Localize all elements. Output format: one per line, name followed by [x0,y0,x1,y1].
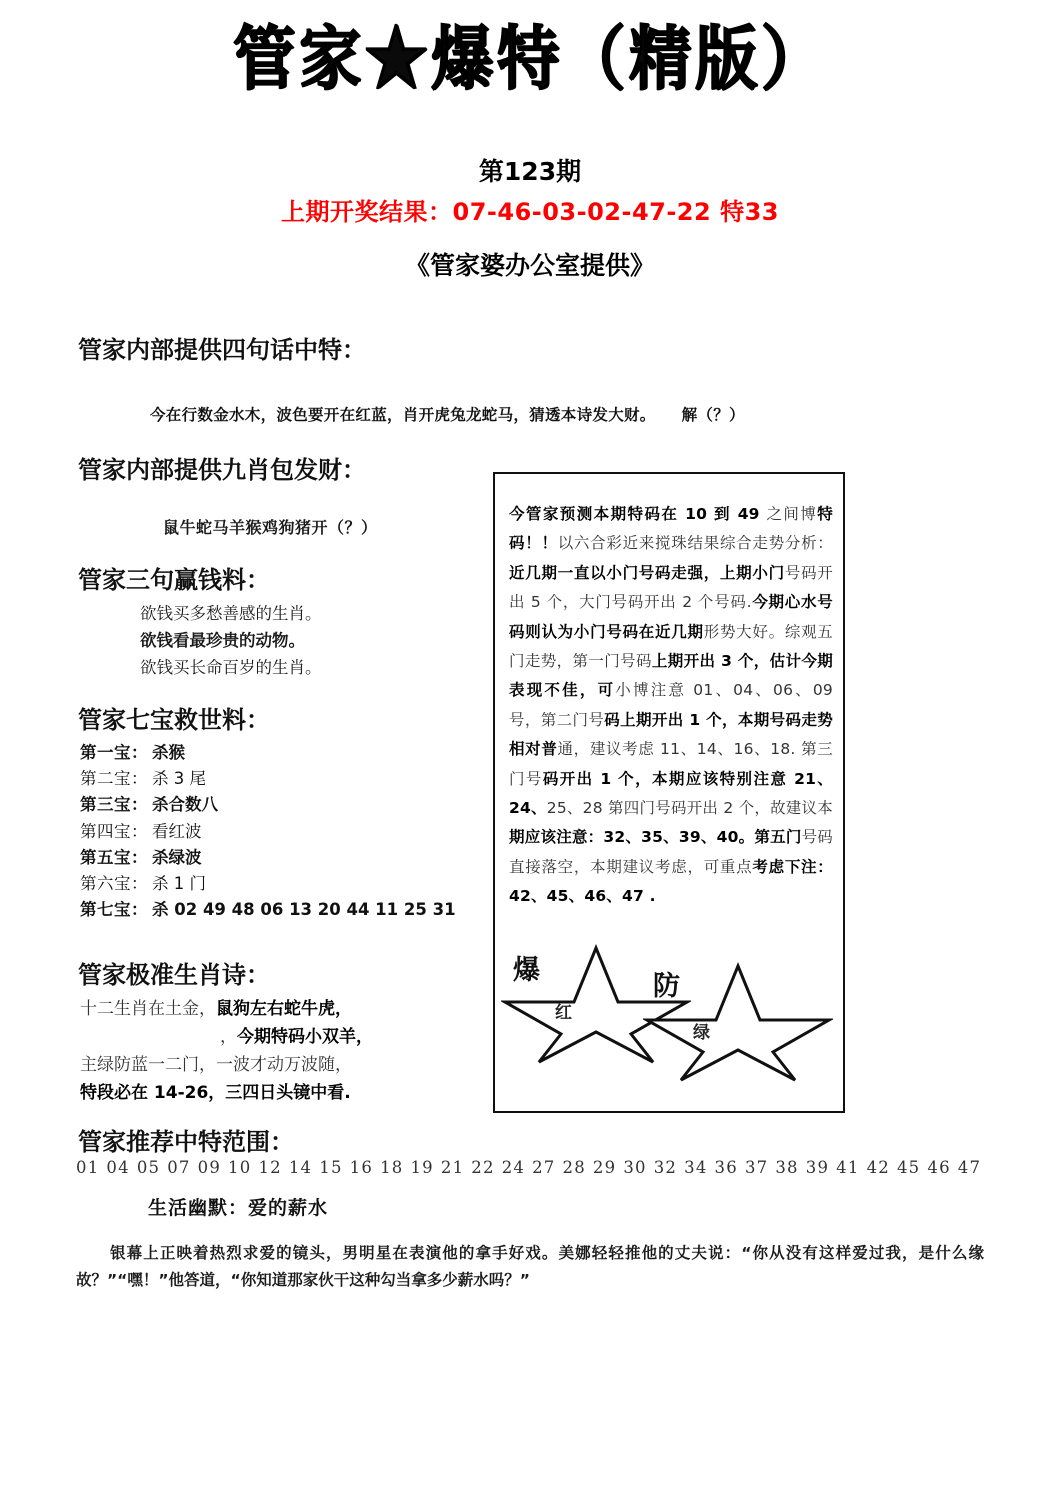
range-number: 28 [562,1158,586,1177]
treasure-value: 杀合数八 [152,795,218,815]
treasure-row [80,897,456,923]
analysis-line: 今期心水号码则认为小门号码在近几期 [509,593,833,641]
analysis-line: 小博注意 01、04、06、09 号，第二门号 [509,681,833,729]
range-number: 04 [106,1158,130,1177]
analysis-line: 形势大好。综观五门走势，第一门号码 [509,622,833,671]
range-number: 29 [592,1158,617,1177]
heading-recommended-range: 管家推荐中特范围： [78,1127,294,1156]
range-number: 37 [744,1158,769,1177]
treasure-row [80,871,456,897]
star-label-bao: 爆 [513,955,540,986]
treasure-row [80,792,456,818]
treasure-label: 第四宝： [80,821,148,841]
zodiac-poem-list [80,995,373,1107]
analysis-panel [493,472,845,1113]
treasure-label: 第五宝： [80,847,148,867]
range-number: 38 [775,1158,799,1177]
range-number: 34 [684,1158,708,1177]
range-number: 16 [349,1158,374,1177]
heading-seven-treasures: 管家七宝救世料： [78,705,270,734]
office-attribution: 《管家婆办公室提供》 [404,251,655,280]
range-number: 39 [805,1158,830,1177]
analysis-line: 之间博 [766,505,818,523]
star-color-green: 绿 [693,1023,710,1043]
star-color-red: 红 [555,1003,572,1023]
analysis-line: 以六合彩近来搅珠结果综合走势分析： [557,534,833,553]
analysis-line: 25、28 第四门号码开出 2 个，故建议本 [546,799,833,818]
treasure-label: 第三宝： [80,795,148,815]
range-number: 09 [197,1158,222,1177]
analysis-line: 号码直接落空，本期建议考虑，可重点 [509,828,833,876]
analysis-line: 49 [730,505,767,523]
analysis-line: 到 [713,505,731,523]
zodiac-poem-line [80,1051,373,1079]
range-number: 41 [836,1158,860,1177]
treasure-row [80,740,456,766]
range-number: 19 [410,1158,434,1177]
treasure-row [80,766,456,792]
four-sentence-poem [150,403,745,425]
range-number: 07 [167,1158,191,1177]
range-number: 05 [136,1158,161,1177]
three-lines-item: 欲钱买多愁善感的生肖。 [140,604,322,623]
seven-treasures-list [80,740,456,923]
nine-zodiac-value: 鼠牛蛇马羊猴鸡狗猪开（？） [163,518,378,537]
analysis-line: 通，建议考虑 11、14、16、18. 第三门号 [509,740,834,788]
issue-number: 第123期 [478,157,582,186]
analysis-line: 今管家预测本期特码在 10 [509,505,714,523]
range-number: 10 [228,1158,252,1177]
life-humor-text: 银幕上正映着热烈求爱的镜头，男明星在表演他的拿手好戏。美娜轻轻推他的丈夫说：“你从没有这样爱过我，是什么缘故？”“嘿！”他答道，“你知道那家伙干这种勾当拿多少薪水吗？” [76,1244,984,1289]
stars-area [495,932,843,1082]
three-lines-list [140,600,322,681]
heading-life-humor: 生活幽默：爱的薪水 [148,1197,329,1219]
life-humor-body [76,1240,984,1294]
page-title: 管家★爆特（精版） [232,17,827,100]
star-label-fang: 防 [653,971,680,1002]
heading-three-lines: 管家三句赢钱料： [78,565,270,594]
previous-draw-result: 上期开奖结果：07-46-03-02-47-22 特33 [281,198,779,226]
range-number: 21 [440,1158,465,1177]
zodiac-poem-light: 十二生肖在土金， [80,999,216,1019]
treasure-row [80,819,456,845]
analysis-line: 特码！！ [509,505,833,553]
three-lines-item: 欲钱看最珍贵的动物。 [140,631,305,650]
treasure-value: 杀 02 49 48 06 13 20 44 11 25 31 [152,900,456,920]
range-number: 22 [471,1158,495,1177]
treasure-label: 第一宝： [80,743,148,762]
range-number: 30 [623,1158,647,1177]
three-lines-item: 欲钱买长命百岁的生肖。 [140,658,322,677]
range-number: 24 [501,1158,526,1177]
treasure-label: 第二宝： [80,769,148,789]
zodiac-poem-light: ， [220,1027,237,1047]
range-number: 18 [380,1158,404,1177]
range-number: 15 [319,1158,343,1177]
treasure-label: 第六宝： [80,874,148,894]
analysis-line: 号码开出 5 个，大门号码开出 2 个号码. [509,563,833,612]
heading-four-sentence: 管家内部提供四句话中特： [78,335,366,364]
range-number: 12 [258,1158,282,1177]
masthead [0,17,1060,100]
star-group-fang [643,962,833,1082]
zodiac-poem-heavy: 鼠狗左右蛇牛虎， [216,999,352,1019]
range-number: 45 [896,1158,921,1177]
zodiac-poem-line [80,995,373,1023]
analysis-line: 码上期开出 1 个，本期号码走势相对普 [509,710,834,759]
range-number: 36 [714,1158,738,1177]
zodiac-poem-line [80,1079,373,1107]
treasure-value: 杀猴 [152,743,185,762]
analysis-line: 考虑下注：42、45、46、47 . [509,857,833,906]
range-number: 01 [76,1158,100,1177]
analysis-line: 期应该注意：32、35、39、40。第五门 [509,828,802,847]
treasure-row [80,845,456,871]
zodiac-poem-line [80,1023,373,1051]
treasure-label: 第七宝： [80,900,148,920]
analysis-text [495,474,843,912]
treasure-value: 杀 3 尾 [152,769,206,789]
treasure-value: 杀 1 门 [152,874,206,894]
treasure-value: 看红波 [152,821,202,841]
range-number: 27 [532,1158,556,1177]
recommended-range-numbers [76,1158,988,1177]
four-sentence-poem-text: 今在行数金水木，波色要开在红蓝，肖开虎兔龙蛇马，猜透本诗发大财。 [150,406,656,424]
analysis-line: 码开出 1 个，本期应该特别注意 21、24、 [509,769,833,818]
analysis-line: 上期开出 3 个，估计今期表现不佳，可 [509,652,833,700]
range-number: 42 [866,1158,890,1177]
range-number: 14 [288,1158,313,1177]
analysis-line: 近几期一直以小门号码走强，上期小门 [509,563,785,582]
zodiac-poem-light: 主绿防蓝一二门，一波才动万波随， [80,1055,352,1075]
four-sentence-answer: 解（？） [681,406,745,424]
range-number: 47 [957,1158,982,1177]
range-number: 46 [927,1158,951,1177]
heading-nine-zodiac: 管家内部提供九肖包发财： [78,455,366,484]
range-number: 32 [653,1158,678,1177]
heading-zodiac-poem: 管家极准生肖诗： [78,960,270,989]
zodiac-poem-heavy: 特段必在 14-26，三四日头镜中看. [80,1083,351,1103]
zodiac-poem-heavy: 今期特码小双羊， [237,1027,373,1047]
treasure-value: 杀绿波 [152,847,202,867]
